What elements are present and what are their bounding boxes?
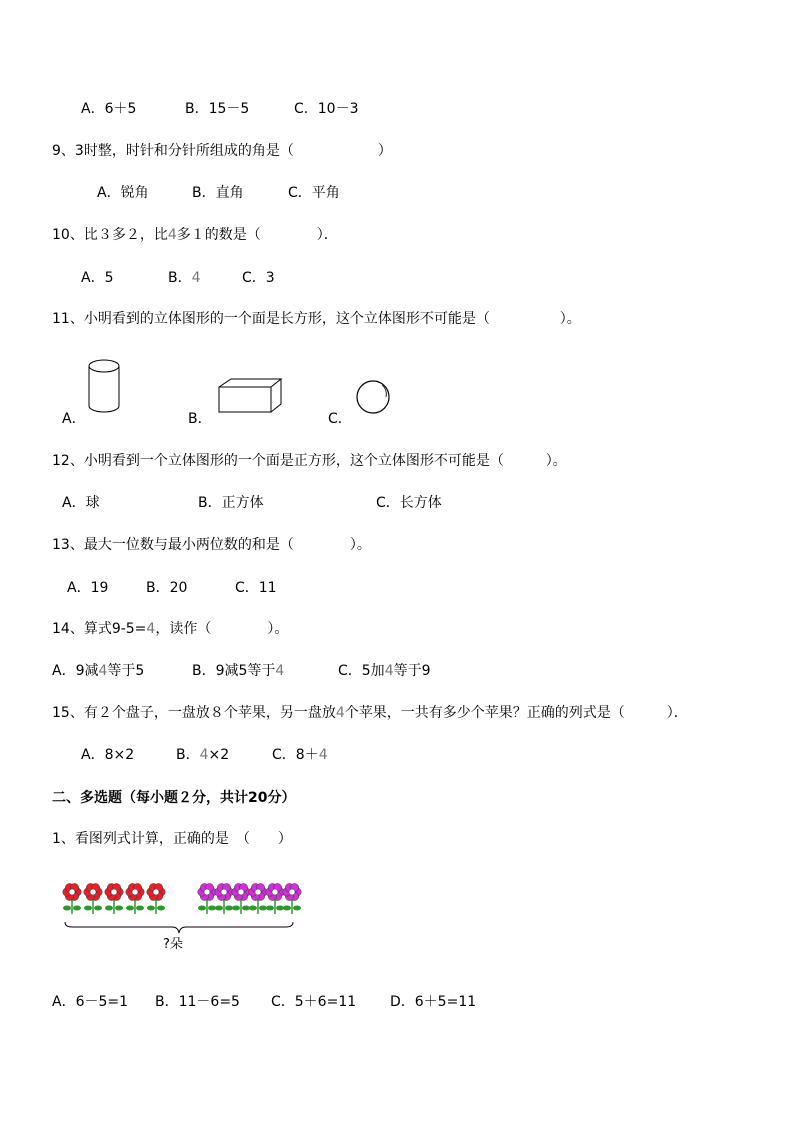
- q13-option-c[interactable]: C．11: [235, 580, 277, 596]
- q11-option-a[interactable]: A．: [62, 411, 86, 427]
- red-flower: [105, 883, 123, 914]
- purple-flower: [198, 883, 216, 914]
- red-flower: [147, 883, 165, 914]
- purple-flower: [249, 883, 267, 914]
- purple-flower: [215, 883, 233, 914]
- purple-flower: [266, 883, 284, 914]
- section-title: 二、多选题（每小题２分，共计20分）: [52, 790, 296, 806]
- cuboid-icon: [218, 378, 284, 416]
- q12-option-b[interactable]: B．正方体: [198, 495, 264, 511]
- q11-option-b[interactable]: B．: [188, 411, 212, 427]
- mq1-stem: 1、看图列式计算，正确的是 （ ）: [52, 831, 292, 847]
- q12-stem: 12、小明看到一个立体图形的一个面是正方形，这个立体图形不可能是（ ）。: [52, 453, 567, 469]
- q9-option-c[interactable]: C．平角: [288, 185, 340, 201]
- cylinder-icon: [86, 357, 126, 415]
- q14-option-a[interactable]: A．9减4等于5: [52, 663, 145, 679]
- q13-option-a[interactable]: A．19: [67, 580, 109, 596]
- q13-stem: 13、最大一位数与最小两位数的和是（ ）。: [52, 537, 371, 553]
- q9-stem: 9、3时整，时针和分针所组成的角是（ ）: [52, 143, 392, 159]
- q12-option-a[interactable]: A．球: [62, 495, 100, 511]
- q8-option-c[interactable]: C．10－3: [294, 101, 359, 117]
- mq1-option-a[interactable]: A．6－5=1: [52, 994, 129, 1010]
- mq1-option-d[interactable]: D．6＋5=11: [390, 994, 477, 1010]
- sphere-icon: [355, 379, 393, 417]
- brace-label: ?朵: [163, 937, 183, 952]
- q14-stem: 14、算式9-5=4，读作（ ）。: [52, 621, 289, 637]
- purple-flower: [283, 883, 301, 914]
- red-flower: [63, 883, 81, 914]
- q9-option-a[interactable]: A．锐角: [97, 185, 149, 201]
- red-flower: [126, 883, 144, 914]
- q12-option-c[interactable]: C．长方体: [376, 495, 442, 511]
- q8-option-a[interactable]: A．6＋5: [81, 101, 137, 117]
- q14-option-b[interactable]: B．9减5等于4: [192, 663, 285, 679]
- q14-option-c[interactable]: C．5加4等于9: [338, 663, 431, 679]
- q15-stem: 15、有２个盘子，一盘放８个苹果，另一盘放4个苹果，一共有多少个苹果？正确的列式是（ ）．: [52, 705, 688, 721]
- purple-flower: [232, 883, 250, 914]
- q11-stem: 11、小明看到的立体图形的一个面是长方形，这个立体图形不可能是（ ）。: [52, 311, 581, 327]
- q8-option-b[interactable]: B．15－5: [185, 101, 250, 117]
- q9-option-b[interactable]: B．直角: [192, 185, 244, 201]
- curly-brace: [64, 921, 296, 935]
- q10-stem: 10、比３多２，比4多１的数是（ ）．: [52, 227, 338, 243]
- q15-option-a[interactable]: A．8×2: [81, 747, 135, 763]
- q13-option-b[interactable]: B．20: [146, 580, 188, 596]
- q15-option-c[interactable]: C．8＋4: [272, 747, 328, 763]
- q10-option-a[interactable]: A．5: [81, 270, 114, 286]
- mq1-option-b[interactable]: B．11－6=5: [155, 994, 240, 1010]
- red-flower: [84, 883, 102, 914]
- q15-option-b[interactable]: B．4×2: [176, 747, 230, 763]
- q10-option-c[interactable]: C．3: [242, 270, 275, 286]
- mq1-option-c[interactable]: C．5＋6=11: [271, 994, 357, 1010]
- q11-option-c[interactable]: C．: [328, 411, 352, 427]
- q10-option-b[interactable]: B．4: [168, 270, 201, 286]
